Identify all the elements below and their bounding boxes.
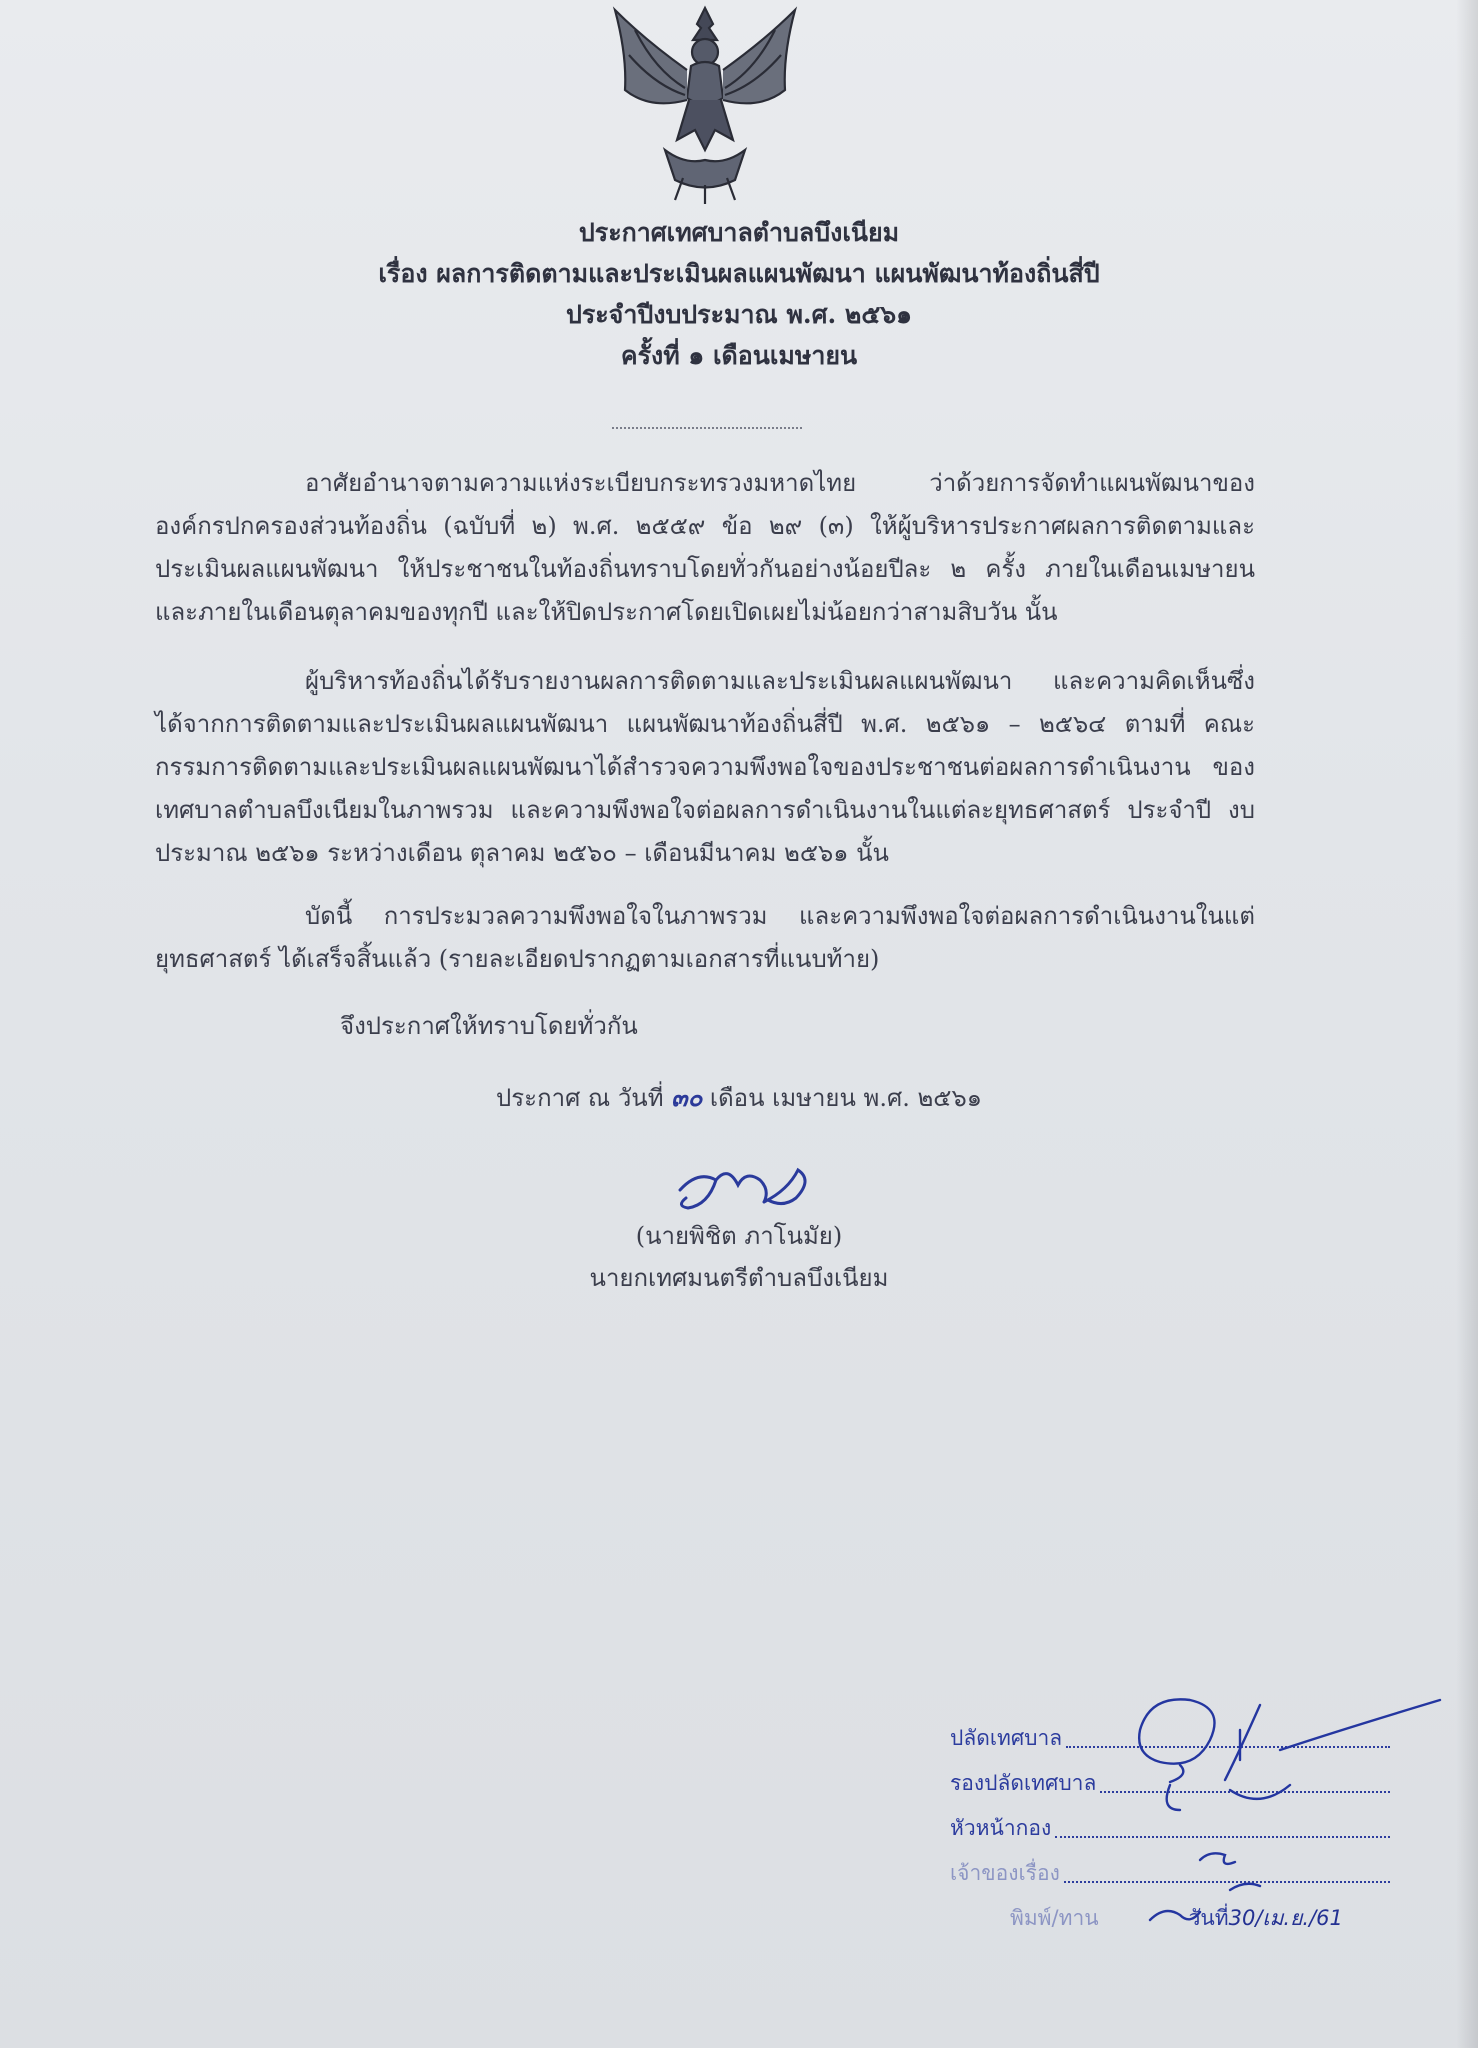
closing-statement: จึงประกาศให้ทราบโดยทั่วกัน [340,1012,638,1040]
announcement-header [0,212,1478,376]
stamp-label: รองปลัดเทศบาล [950,1771,1097,1795]
header-line-4: ครั้งที่ ๑ เดือนเมษายน [620,341,858,370]
header-line-2: เรื่อง ผลการติดตามและประเมินผลแผนพัฒนา แผนพัฒนาท้องถิ่นสี่ปี [378,259,1100,288]
stamp-label: ปลัดเทศบาล [950,1726,1063,1750]
header-divider [612,427,802,429]
stamp-label: เจ้าของเรื่อง [950,1861,1060,1885]
signatory-block [0,1215,1478,1299]
body-paragraph-3-text: บัดนี้ การประมวลความพึงพอใจในภาพรวม และความพึงพอใจต่อผลการดำเนินงานในแต่ ยุทธศาสตร์ ได้เสร็จสิ้นแล้ว (รายละเอียดปรากฏตามเอกสารที่แนบท้าย) [155,902,1255,973]
mayor-signature-icon [668,1150,828,1220]
body-paragraph-2-text: ผู้บริหารท้องถิ่นได้รับรายงานผลการติดตามและประเมินผลแผนพัฒนา และความคิดเห็นซึ่ง ได้จากการติดตามและประเมินผลแผนพัฒนา แผนพัฒนาท้องถิ่นสี่ปี พ.ศ. ๒๕๖๑ – ๒๕๖๔ ตามที่ คณะกรรมการติดตามและประเมินผลแผนพัฒนาได้สำรวจความพึงพอใจของประชาชนต่อผลการดำเนินงาน ของเทศบาลตำบลบึงเนียมในภาพรวม และความพึงพอใจต่อผลการดำเนินงานในแต่ละยุทธศาสตร์ ประจำปี งบประมาณ ๒๕๖๑ ระหว่างเดือน ตุลาคม ๒๕๖๐ – เดือนมีนาคม ๒๕๖๑ นั้น [155,667,1255,867]
header-line-1: ประกาศเทศบาลตำบลบึงเนียม [578,218,900,247]
dateline-suffix: เดือน เมษายน พ.ศ. ๒๕๖๑ [709,1084,982,1112]
body-paragraph-2 [155,660,1255,875]
body-paragraph-3 [155,895,1255,981]
body-paragraph-1 [155,462,1255,634]
stamp-date-value: 30/เม.ย./61 [1228,1906,1343,1930]
signatory-name: (นายพิชิต ภาโนมัย) [635,1222,843,1250]
announcement-dateline [0,1078,1478,1117]
stamp-date-label: วันที่ [1188,1906,1229,1930]
stamp-label: หัวหน้ากอง [950,1816,1052,1840]
stamp-label: พิมพ์/ทาน [1010,1906,1099,1930]
header-line-3: ประจำปีงบประมาณ พ.ศ. ๒๕๖๑ [565,300,913,329]
body-paragraph-1-text: อาศัยอำนาจตามความแห่งระเบียบกระทรวงมหาดไทย ว่าด้วยการจัดทำแผนพัฒนาของ องค์กรปกครองส่วนท้องถิ่น (ฉบับที่ ๒) พ.ศ. ๒๕๕๙ ข้อ ๒๙ (๓) ให้ผู้บริหารประกาศผลการติดตามและ ประเมินผลแผนพัฒนา ให้ประชาชนในท้องถิ่นทราบโดยทั่วกันอย่างน้อยปีละ ๒ ครั้ง ภายในเดือนเมษายน และภายในเดือนตุลาคมของทุกปี และให้ปิดประกาศโดยเปิดเผยไม่น้อยกว่าสามสิบวัน นั้น [155,469,1255,626]
garuda-emblem-icon [605,0,805,205]
approval-signatures-icon [1110,1690,1450,1950]
dateline-day: ๓๐ [671,1083,703,1112]
signatory-title: นายกเทศมนตรีตำบลบึงเนียม [589,1264,889,1292]
dateline-prefix: ประกาศ ณ วันที่ [496,1084,664,1112]
